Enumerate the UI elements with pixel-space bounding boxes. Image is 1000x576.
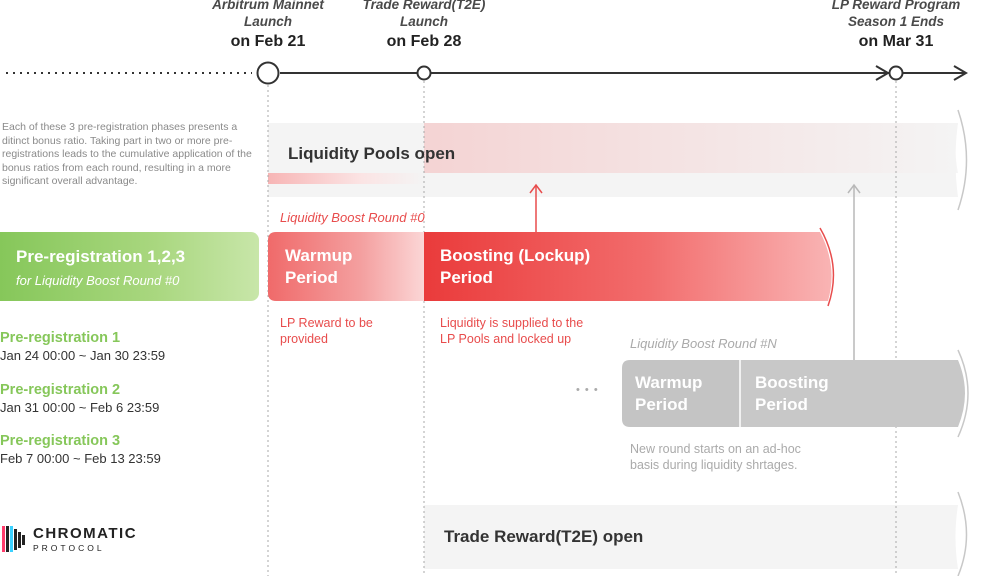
preregistration-subtitle: for Liquidity Boost Round #0 — [16, 273, 180, 288]
warmup-line2: Period — [285, 268, 338, 287]
milestone-mainnet-launch — [193, 0, 343, 51]
intro-text: Each of these 3 pre-registration phases presents a ditinct bonus ratio. Taking part in two or more pre-registrations leads to the cumulative application of the bonus ratios from each round, resulting in a more significant overall advantage. — [2, 121, 252, 188]
note-line2: LP Pools and locked up — [440, 332, 572, 346]
milestone-date: on Feb 28 — [386, 33, 462, 50]
note-line1: LP Reward to be — [280, 316, 373, 330]
milestone-subtitle: Launch — [399, 14, 448, 29]
trade-reward-label: Trade Reward(T2E) open — [444, 527, 644, 546]
logo-name: CHROMATIC — [33, 525, 138, 542]
boosting-line1: Boosting — [755, 373, 829, 392]
milestone-title: Arbitrum Mainnet — [212, 0, 324, 12]
phase-title: Pre-registration 2 — [0, 382, 121, 398]
boosting-line1: Boosting (Lockup) — [440, 246, 591, 265]
milestone-date: on Mar 31 — [858, 33, 934, 50]
timeline-axis — [6, 63, 966, 84]
phase-range: Jan 31 00:00 ~ Feb 6 23:59 — [0, 400, 160, 415]
boosting-line2: Period — [755, 395, 808, 414]
round0-warmup-label — [285, 245, 352, 289]
milestone-subtitle: Launch — [243, 14, 292, 29]
boosting-line2: Period — [440, 268, 493, 287]
warmup-line2: Period — [635, 395, 688, 414]
phase-title: Pre-registration 3 — [0, 433, 121, 449]
warmup-line1: Warmup — [285, 246, 353, 265]
chromatic-logo — [33, 525, 137, 553]
round0-boosting-note — [440, 315, 583, 347]
note-line2: provided — [280, 332, 328, 346]
preregistration-phase-2 — [0, 382, 159, 415]
milestone-title: Trade Reward(T2E) — [362, 0, 486, 12]
milestone-trade-reward-launch — [349, 0, 499, 51]
chromatic-logo-mark — [2, 526, 25, 552]
round0-label: Liquidity Boost Round #0 — [280, 210, 425, 225]
preregistration-title: Pre-registration 1,2,3 — [16, 247, 186, 266]
liquidity-pools-label: Liquidity Pools open — [288, 144, 456, 163]
warmup-line1: Warmup — [635, 373, 703, 392]
roundN-note — [630, 441, 801, 473]
preregistration-block — [0, 232, 259, 301]
logo-sub: PROTOCOL — [33, 543, 105, 553]
preregistration-phase-3 — [0, 433, 161, 466]
roundN-label: Liquidity Boost Round #N — [630, 336, 777, 351]
note-line1: New round starts on an ad-hoc — [630, 442, 801, 456]
roundN-warmup-label — [635, 372, 702, 416]
preregistration-phase-1 — [0, 330, 165, 363]
milestone-title: LP Reward Program — [831, 0, 961, 12]
note-line2: basis during liquidity shrtages. — [630, 458, 798, 472]
ellipsis: • • • — [576, 384, 599, 396]
phase-range: Jan 24 00:00 ~ Jan 30 23:59 — [0, 348, 166, 363]
milestone-lp-season-end — [821, 0, 971, 51]
roundN-boosting-label — [755, 372, 829, 416]
round0-warmup-note — [280, 315, 373, 347]
note-line1: Liquidity is supplied to the — [440, 316, 584, 330]
phase-title: Pre-registration 1 — [0, 330, 121, 346]
roundN-up-arrow — [848, 185, 860, 360]
phase-range: Feb 7 00:00 ~ Feb 13 23:59 — [0, 451, 161, 466]
milestone-date: on Feb 21 — [230, 33, 306, 50]
round0-boosting-label — [440, 245, 590, 289]
milestone-subtitle: Season 1 Ends — [847, 14, 945, 29]
